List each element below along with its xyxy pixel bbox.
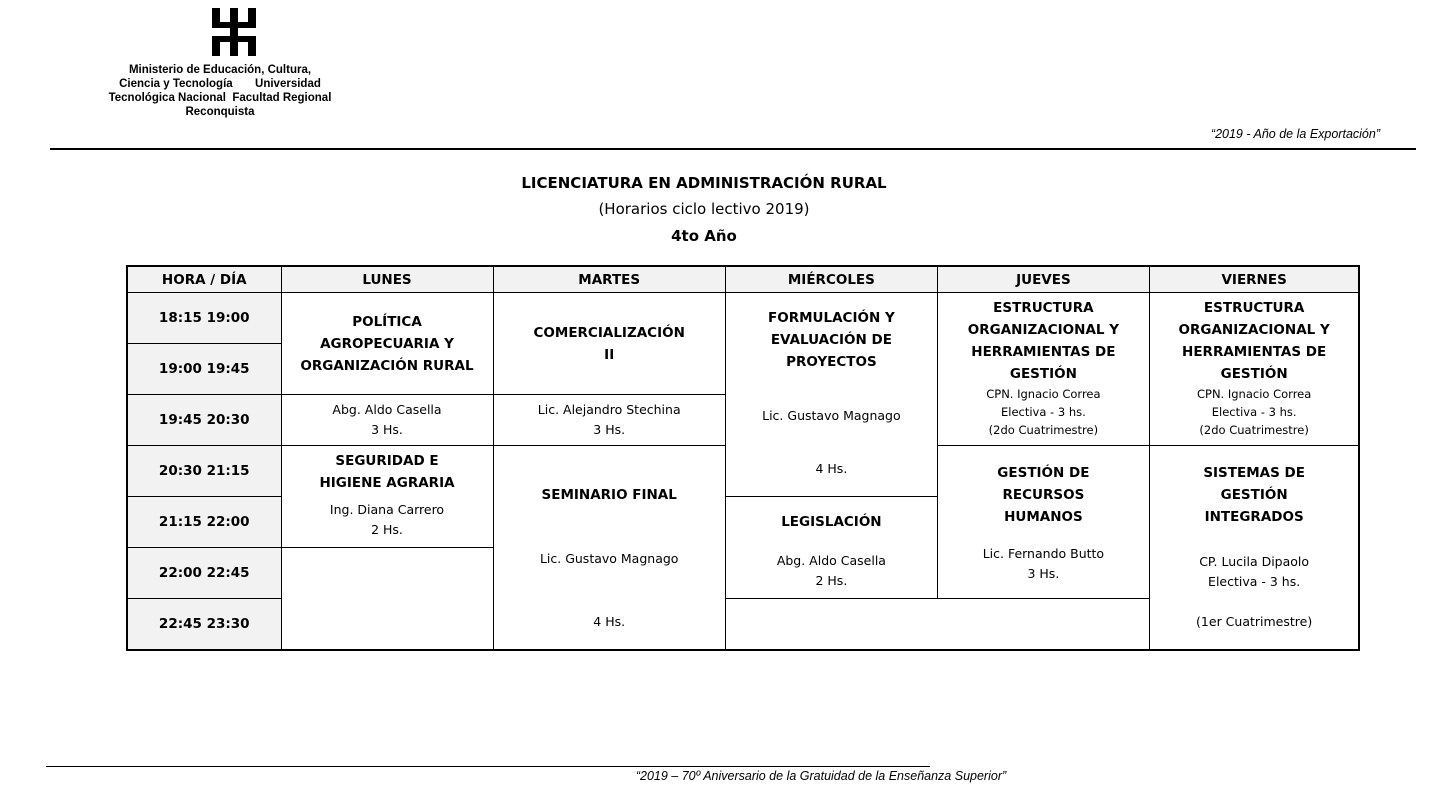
- professor-name: CP. Lucila Dipaolo: [1199, 554, 1310, 569]
- subject-name: GESTIÓN DE RECURSOS HUMANOS: [997, 465, 1090, 525]
- header-martes: MARTES: [493, 266, 725, 293]
- professor-name: Lic. Alejandro Stechina: [537, 402, 681, 417]
- class-hours: 4 Hs.: [815, 461, 848, 476]
- class-term: (1er Cuatrimestre): [1196, 614, 1313, 629]
- header-row: [127, 266, 1359, 293]
- ministry-line: Tecnológica Nacional Facultad Regional: [108, 92, 332, 104]
- subject-name: POLÍTICA AGROPECUARIA Y ORGANIZACIÓN RURAL: [300, 313, 474, 374]
- footer-motto: “2019 – 70º Aniversario de la Gratuidad de la Enseñanza Superior”: [635, 769, 1007, 783]
- professor-name: Abg. Aldo Casella: [332, 402, 442, 417]
- professor-name: Lic. Gustavo Magnago: [539, 551, 679, 566]
- class-cell: [725, 497, 937, 599]
- time-slot: 19:45 20:30: [127, 395, 281, 446]
- footer-divider: [46, 766, 930, 767]
- subject-name: LEGISLACIÓN: [781, 514, 882, 530]
- class-cell: [1149, 446, 1359, 651]
- time-slot: 22:00 22:45: [127, 548, 281, 599]
- ministry-line: Ministerio de Educación, Cultura,: [128, 64, 312, 76]
- class-cell: [937, 293, 1149, 446]
- year-label: 4to Año: [671, 227, 737, 245]
- class-hours: 3 Hs.: [371, 422, 403, 437]
- subject-name: SEMINARIO FINAL: [541, 487, 677, 503]
- professor-name: Ing. Diana Carrero: [329, 502, 445, 517]
- class-term: (2do Cuatrimestre): [988, 423, 1099, 437]
- ministry-line: Ciencia y Tecnología Universidad: [119, 78, 321, 90]
- class-cell: [725, 293, 937, 497]
- class-hours: 2 Hs.: [815, 573, 848, 588]
- schedule-subtitle: (Horarios ciclo lectivo 2019): [598, 200, 810, 218]
- class-type: Electiva - 3 hs.: [1208, 574, 1301, 589]
- class-cell: [1149, 293, 1359, 446]
- subject-name: SISTEMAS DE GESTIÓN INTEGRADOS: [1203, 465, 1305, 525]
- class-type: Electiva - 3 hs.: [1211, 405, 1297, 419]
- class-cell: [937, 446, 1149, 599]
- empty-cell: [725, 599, 1149, 651]
- table-row: [127, 293, 1359, 344]
- empty-cell: [281, 548, 493, 651]
- header-jueves: JUEVES: [937, 266, 1149, 293]
- professor-name: Lic. Fernando Butto: [982, 546, 1105, 561]
- class-hours: 3 Hs.: [1027, 566, 1060, 581]
- time-slot: 22:45 23:30: [127, 599, 281, 651]
- class-cell: [281, 293, 493, 395]
- class-hours: 2 Hs.: [371, 522, 403, 537]
- time-slot: 18:15 19:00: [127, 293, 281, 344]
- professor-name: CPN. Ignacio Correa: [1196, 387, 1312, 401]
- time-slot: 21:15 22:00: [127, 497, 281, 548]
- professor-name: Lic. Gustavo Magnago: [762, 408, 901, 423]
- professor-name: Abg. Aldo Casella: [776, 553, 886, 568]
- subject-name: ESTRUCTURA ORGANIZACIONAL Y HERRAMIENTAS DE GESTIÓN: [1178, 300, 1330, 382]
- header-hora: HORA / DÍA: [127, 266, 281, 293]
- spacer: [1156, 592, 1353, 612]
- header-divider: [50, 148, 1416, 150]
- subject-name: ESTRUCTURA ORGANIZACIONAL Y HERRAMIENTAS DE GESTIÓN: [967, 300, 1119, 382]
- program-title: LICENCIATURA EN ADMINISTRACIÓN RURAL: [521, 174, 887, 192]
- class-hours: 3 Hs.: [593, 422, 626, 437]
- class-term: (2do Cuatrimestre): [1199, 423, 1309, 437]
- time-slot: 19:00 19:45: [127, 344, 281, 395]
- class-cell: [281, 446, 493, 548]
- class-cell: [493, 293, 725, 395]
- header-lunes: LUNES: [281, 266, 493, 293]
- header-miercoles: MIÉRCOLES: [725, 266, 937, 293]
- class-cell: [493, 446, 725, 651]
- schedule-table: [126, 265, 1360, 651]
- year-motto: “2019 - Año de la Exportación”: [1210, 127, 1380, 141]
- professor-name: CPN. Ignacio Correa: [986, 387, 1101, 401]
- class-cell: [493, 395, 725, 446]
- time-slot: 20:30 21:15: [127, 446, 281, 497]
- ministry-line: Reconquista: [185, 106, 255, 118]
- header-viernes: VIERNES: [1149, 266, 1359, 293]
- utn-logo: [212, 8, 256, 56]
- class-cell: [281, 395, 493, 446]
- class-hours: 4 Hs.: [593, 614, 626, 629]
- class-type: Electiva - 3 hs.: [1000, 405, 1086, 419]
- subject-name: SEGURIDAD E HIGIENE AGRARIA: [319, 453, 455, 491]
- subject-name: FORMULACIÓN Y EVALUACIÓN DE PROYECTOS: [768, 310, 895, 370]
- subject-name: COMERCIALIZACIÓN II: [533, 324, 685, 363]
- ministry-header: [60, 63, 380, 119]
